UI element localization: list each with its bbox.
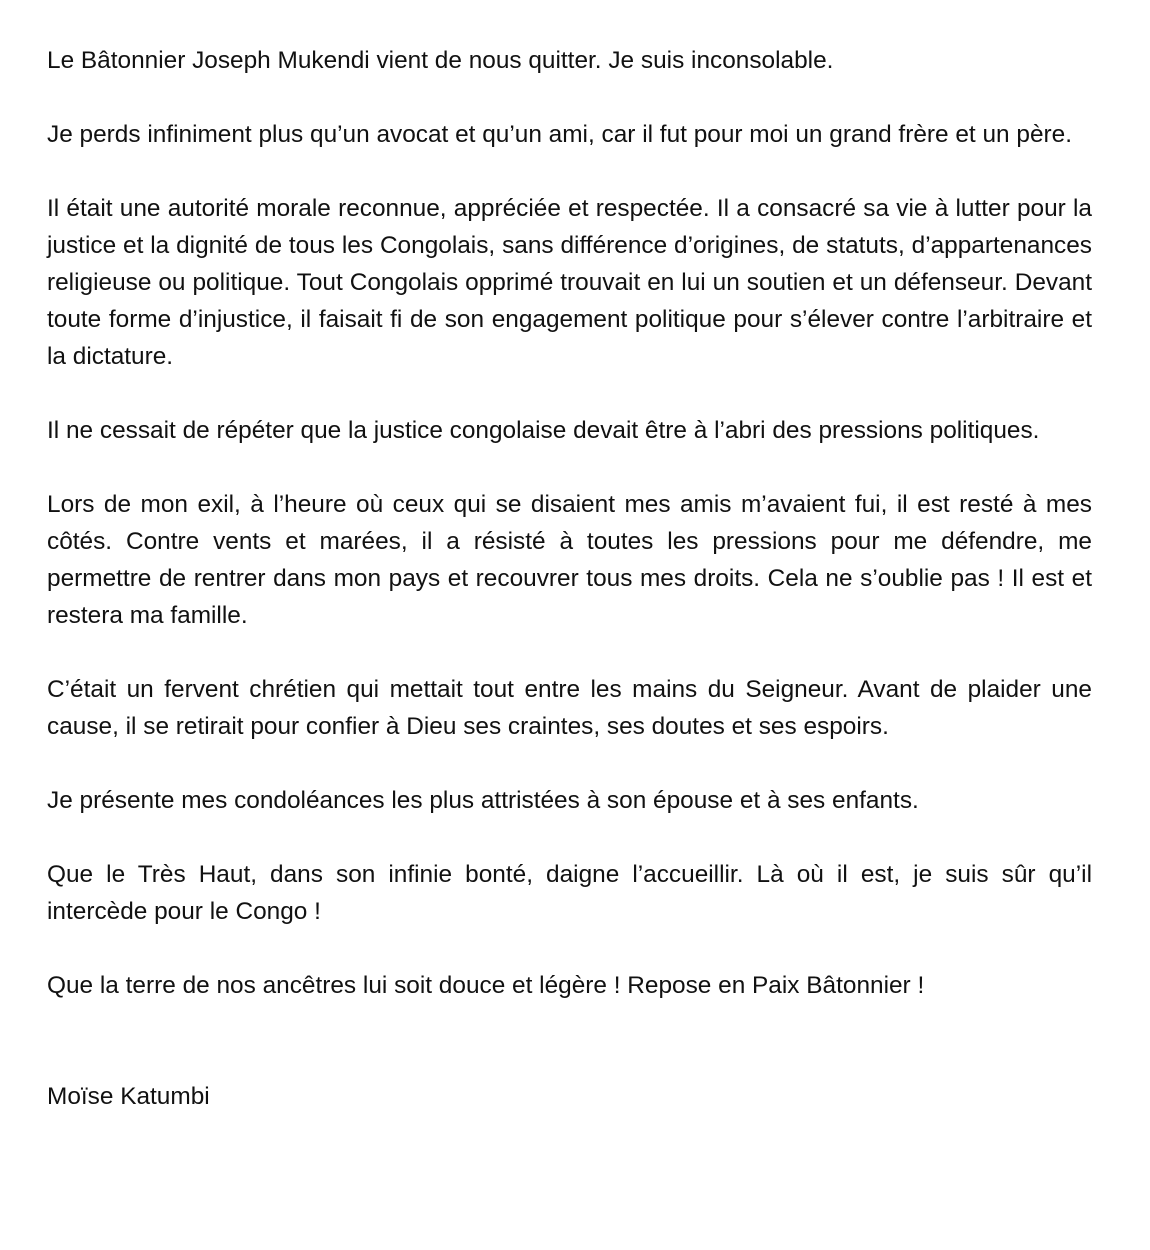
paragraph-opening: Le Bâtonnier Joseph Mukendi vient de nous quitter. Je suis inconsolable. <box>47 47 834 74</box>
paragraph-justice: Il ne cessait de répéter que la justice congolaise devait être à l’abri des pressions politiques. <box>47 417 1040 444</box>
paragraph-farewell: Que la terre de nos ancêtres lui soit douce et légère ! Repose en Paix Bâtonnier ! <box>47 972 925 999</box>
paragraph-prayer: Que le Très Haut, dans son infinie bonté, daigne l’accueillir. Là où il est, je suis sûr qu’il intercède pour le Congo ! <box>47 861 1092 925</box>
paragraph-personal-loss: Je perds infiniment plus qu’un avocat et qu’un ami, car il fut pour moi un grand frère et un père. <box>47 121 1072 148</box>
paragraph-faith: C’était un fervent chrétien qui mettait tout entre les mains du Seigneur. Avant de plaider une cause, il se retirait pour confier à Dieu ses craintes, ses doutes et ses espoirs. <box>47 676 1092 740</box>
paragraph-exile: Lors de mon exil, à l’heure où ceux qui se disaient mes amis m’avaient fui, il est resté à mes côtés. Contre vents et marées, il a résisté à toutes les pressions pour me défendre, me permettre de rentrer dans mon pays et recouvrer tous mes droits. Cela ne s’oublie pas ! Il est et restera ma famille. <box>47 491 1092 629</box>
signature: Moïse Katumbi <box>47 1083 210 1110</box>
paragraph-moral-authority: Il était une autorité morale reconnue, appréciée et respectée. Il a consacré sa vie à lutter pour la justice et la dignité de tous les Congolais, sans différence d’origines, de statuts, d’appartenances religieuse ou politique. Tout Congolais opprimé trouvait en lui un soutien et un défenseur. Devant toute forme d’injustice, il faisait fi de son engagement politique pour s’élever contre l’arbitraire et la dictature. <box>47 195 1092 370</box>
letter-body <box>47 42 1092 1115</box>
paragraph-condolences: Je présente mes condoléances les plus attristées à son épouse et à ses enfants. <box>47 787 919 814</box>
